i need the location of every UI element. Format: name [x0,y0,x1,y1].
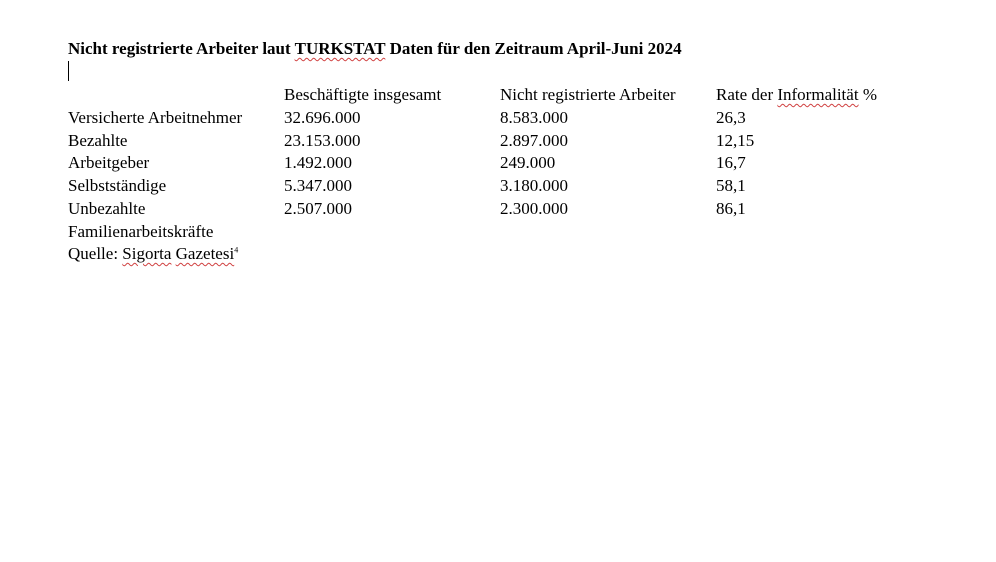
cell-rate: 86,1 [716,198,746,218]
table-row [64,130,920,153]
row-label: Familienarbeitskräfte [68,221,214,241]
header-cell-empty [64,84,280,107]
cell-unregistered: 2.897.000 [500,130,568,150]
document-title [68,38,682,60]
text-cursor [68,61,69,81]
cell-unregistered: 2.300.000 [500,198,568,218]
title-text-turkstat: TURKSTAT [294,39,386,58]
header-cell-unregistered: Nicht registrierte Arbeiter [500,85,676,104]
cell-total: 5.347.000 [284,176,352,196]
cell-rate: 26,3 [716,107,746,127]
source-name-1: Sigorta [122,244,172,263]
row-label: Bezahlte [68,130,128,150]
row-label: Versicherte Arbeitnehmer [68,107,243,127]
source-line [68,243,238,265]
cell-unregistered: 249.000 [500,153,556,173]
title-text-2: Daten für den Zeitraum April-Juni 2024 [385,39,682,58]
header-cell-total: Beschäftigte insgesamt [284,85,442,104]
row-label: Unbezahlte [68,198,146,218]
cell-total: 2.507.000 [284,198,352,218]
row-label: Arbeitgeber [68,153,150,173]
cell-unregistered [496,221,712,244]
table-row [64,152,920,175]
cell-rate: 16,7 [716,153,746,173]
cell-total [280,221,496,244]
title-text-1: Nicht registrierte Arbeiter laut [68,39,295,58]
row-label: Selbstständige [68,176,167,196]
table-row [64,221,920,244]
table-row [64,107,920,130]
header-rate-text-1: Rate der [716,85,778,104]
footnote-marker[interactable]: 4 [234,245,239,255]
header-cell-rate [712,84,920,107]
cell-total: 23.153.000 [284,130,361,150]
cell-rate: 12,15 [716,130,755,150]
cell-rate: 58,1 [716,176,746,196]
cell-unregistered: 8.583.000 [500,107,568,127]
cell-rate [712,221,920,244]
table-header-row [64,84,920,107]
source-prefix: Quelle: [68,244,123,263]
source-name-2: Gazetesi [175,244,235,263]
cell-total: 32.696.000 [284,107,361,127]
cell-total: 1.492.000 [284,153,352,173]
table-row [64,175,920,198]
data-table [64,84,920,244]
table-row [64,198,920,221]
header-rate-text-informality: Informalität [777,85,859,104]
cell-unregistered: 3.180.000 [500,176,568,196]
header-rate-text-2: % [858,85,877,104]
